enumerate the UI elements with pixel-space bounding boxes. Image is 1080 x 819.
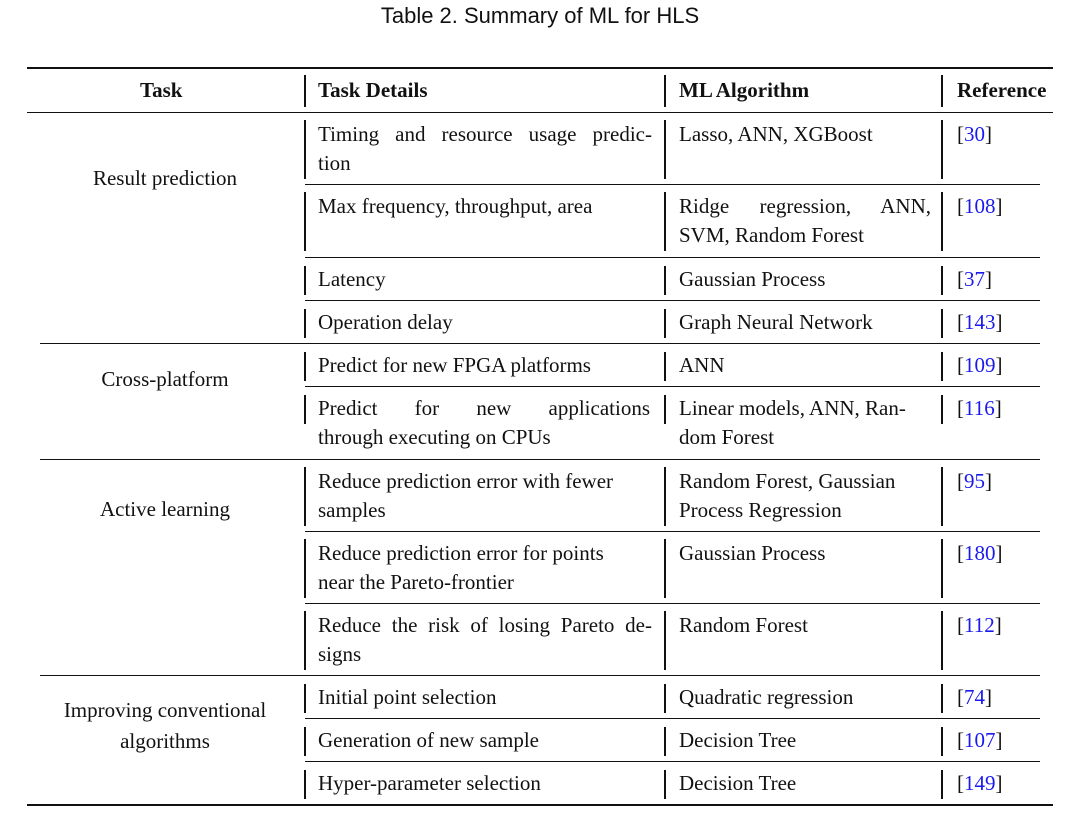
row-bar: [941, 467, 943, 526]
row-bar: [304, 539, 306, 598]
algorithm-cell: [679, 265, 825, 294]
details-cell: [318, 120, 652, 178]
details-line: samples: [318, 498, 386, 522]
row-separator: [305, 531, 1040, 532]
details-line: tion: [318, 151, 351, 175]
row-bar: [304, 727, 306, 756]
details-line: near the Pareto-frontier: [318, 570, 514, 594]
algorithm-line: Graph Neural Network: [679, 310, 873, 334]
row-bar: [941, 727, 943, 756]
algorithm-line: dom Forest: [679, 425, 775, 449]
group-label-line: algorithms: [120, 729, 210, 753]
row-separator: [305, 718, 1040, 719]
reference-cell: [107]: [957, 728, 1003, 752]
details-cell: [318, 467, 613, 525]
algorithm-line: Linear models, ANN, Ran-: [679, 396, 906, 420]
citation-link[interactable]: 37: [964, 267, 985, 291]
citation-link[interactable]: 149: [964, 771, 996, 795]
row-bar: [941, 120, 943, 179]
row-separator: [305, 386, 1040, 387]
row-bar: [304, 192, 306, 251]
row-bar: [941, 684, 943, 713]
details-cell: [318, 192, 592, 221]
details-line: Predict for new FPGA platforms: [318, 353, 591, 377]
header-ml-algorithm: ML Algorithm: [679, 78, 810, 102]
algorithm-line: Gaussian Process: [679, 267, 826, 291]
header-bar: [304, 75, 306, 107]
reference-cell: [112]: [957, 613, 1002, 637]
details-line: Initial point selection: [318, 685, 497, 709]
details-line: Operation delay: [318, 310, 453, 334]
row-bar: [664, 770, 666, 799]
row-bar: [304, 309, 306, 338]
top-rule: [27, 67, 1053, 69]
group-label-line: Improving conventional: [63, 698, 267, 722]
row-bar: [941, 539, 943, 598]
row-bar: [664, 539, 666, 598]
algorithm-line: ANN: [679, 353, 725, 377]
citation-link[interactable]: 109: [964, 353, 996, 377]
row-bar: [304, 352, 306, 381]
row-bar: [941, 266, 943, 295]
details-cell: [318, 351, 591, 380]
group-improving-conventional: [30, 695, 300, 757]
reference-cell: [143]: [957, 310, 1003, 334]
row-separator: [305, 300, 1040, 301]
details-cell: [318, 539, 604, 597]
details-cell: [318, 683, 496, 712]
row-bar: [941, 309, 943, 338]
reference-cell: [30]: [957, 122, 992, 146]
details-line: Latency: [318, 267, 386, 291]
row-bar: [304, 395, 306, 424]
row-bar: [941, 611, 943, 670]
row-separator: [305, 257, 1040, 258]
row-bar: [664, 352, 666, 381]
row-bar: [941, 352, 943, 381]
citation-link[interactable]: 180: [964, 541, 996, 565]
row-bar: [941, 192, 943, 251]
algorithm-cell: [679, 539, 825, 568]
details-cell: [318, 265, 386, 294]
algorithm-line: Random Forest: [679, 613, 808, 637]
group-cross-platform: Cross-platform: [101, 367, 229, 391]
algorithm-line: SVM, Random Forest: [679, 223, 864, 247]
citation-link[interactable]: 116: [964, 396, 995, 420]
row-bar: [304, 770, 306, 799]
algorithm-line: Lasso, ANN, XGBoost: [679, 122, 873, 146]
row-separator: [305, 184, 1040, 185]
citation-link[interactable]: 95: [964, 469, 985, 493]
group-separator: [40, 675, 1040, 676]
header-bar: [664, 75, 666, 107]
algorithm-line: Ridge regression, ANN,: [679, 194, 931, 218]
algorithm-cell: [679, 726, 796, 755]
details-line: signs: [318, 642, 362, 666]
row-bar: [664, 120, 666, 179]
citation-link[interactable]: 143: [964, 310, 996, 334]
details-cell: [318, 394, 650, 452]
row-bar: [304, 266, 306, 295]
header-rule: [27, 112, 1053, 113]
details-cell: [318, 769, 541, 798]
algorithm-line: Process Regression: [679, 498, 842, 522]
details-line: Max frequency, throughput, area: [318, 194, 593, 218]
algorithm-cell: [679, 192, 931, 250]
citation-link[interactable]: 30: [964, 122, 985, 146]
details-line: Timing and resource usage predic-: [318, 122, 652, 146]
details-line: Reduce prediction error for points: [318, 541, 604, 565]
row-bar: [664, 309, 666, 338]
algorithm-cell: [679, 769, 796, 798]
header-reference: Reference: [957, 78, 1047, 102]
citation-link[interactable]: 108: [964, 194, 996, 218]
algorithm-cell: [679, 467, 895, 525]
table-caption: Table 2. Summary of ML for HLS: [380, 3, 700, 28]
row-bar: [304, 467, 306, 526]
row-separator: [305, 603, 1040, 604]
group-result-prediction: Result prediction: [92, 166, 238, 190]
algorithm-cell: [679, 308, 873, 337]
header-bar: [941, 75, 943, 107]
row-bar: [941, 770, 943, 799]
reference-cell: [108]: [957, 194, 1003, 218]
group-active-learning: Active learning: [99, 497, 231, 521]
row-bar: [941, 395, 943, 424]
reference-cell: [116]: [957, 396, 1002, 420]
row-bar: [664, 192, 666, 251]
reference-cell: [149]: [957, 771, 1003, 795]
row-bar: [664, 611, 666, 670]
reference-cell: [95]: [957, 469, 992, 493]
algorithm-line: Gaussian Process: [679, 541, 826, 565]
reference-cell: [180]: [957, 541, 1003, 565]
algorithm-line: Decision Tree: [679, 771, 797, 795]
reference-cell: [74]: [957, 685, 992, 709]
algorithm-line: Quadratic regression: [679, 685, 854, 709]
algorithm-cell: [679, 683, 853, 712]
citation-link[interactable]: 107: [964, 728, 996, 752]
details-cell: [318, 611, 652, 669]
details-cell: [318, 308, 453, 337]
algorithm-line: Decision Tree: [679, 728, 797, 752]
row-bar: [664, 684, 666, 713]
details-line: Reduce the risk of losing Pareto de-: [318, 613, 652, 637]
citation-link[interactable]: 112: [964, 613, 995, 637]
algorithm-cell: [679, 394, 906, 452]
row-separator: [305, 761, 1040, 762]
row-bar: [664, 395, 666, 424]
row-bar: [664, 467, 666, 526]
details-line: through executing on CPUs: [318, 425, 551, 449]
row-bar: [664, 266, 666, 295]
citation-link[interactable]: 74: [964, 685, 985, 709]
bottom-rule: [27, 804, 1053, 806]
algorithm-cell: [679, 120, 873, 149]
details-line: Generation of new sample: [318, 728, 540, 752]
details-line: Reduce prediction error with fewer: [318, 469, 614, 493]
algorithm-line: Random Forest, Gaussian: [679, 469, 896, 493]
algorithm-cell: [679, 351, 725, 380]
row-bar: [664, 727, 666, 756]
details-line: Predict for new applications: [318, 396, 650, 420]
reference-cell: [109]: [957, 353, 1003, 377]
details-line: Hyper-parameter selection: [318, 771, 541, 795]
group-separator: [40, 459, 1040, 460]
group-separator: [40, 343, 1040, 344]
reference-cell: [37]: [957, 267, 992, 291]
algorithm-cell: [679, 611, 808, 640]
header-task-details: Task Details: [318, 78, 428, 102]
header-task: Task: [140, 78, 183, 102]
row-bar: [304, 684, 306, 713]
row-bar: [304, 611, 306, 670]
details-cell: [318, 726, 539, 755]
row-bar: [304, 120, 306, 179]
